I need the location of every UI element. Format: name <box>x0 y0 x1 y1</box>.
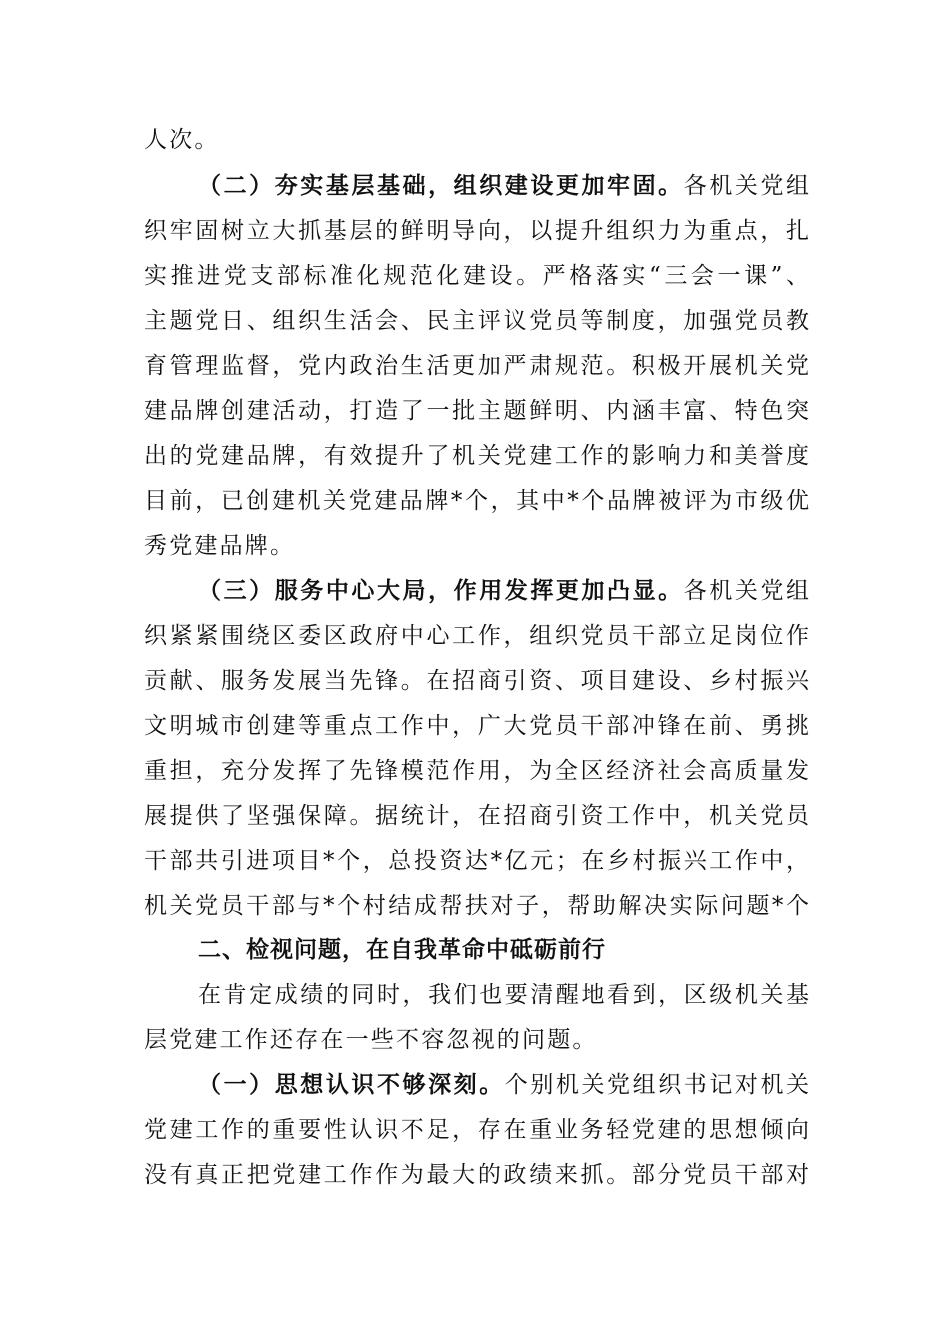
body-line: 秀党建品牌。 <box>144 533 296 559</box>
body-line: 层党建工作还存在一些不容忽视的问题。 <box>144 1027 598 1053</box>
body-line: 没有真正把党建工作作为最大的政绩来抓。部分党员干部对 <box>144 1162 809 1188</box>
body-line: 建品牌创建活动，打造了一批主题鲜明、内涵丰富、特色突 <box>144 398 809 424</box>
body-line: 目前，已创建机关党建品牌*个，其中*个品牌被评为市级优 <box>144 488 809 514</box>
body-line: 人次。 <box>144 127 220 153</box>
body-line: 主题党日、组织生活会、民主评议党员等制度，加强党员教 <box>144 308 809 334</box>
body-line: 实推进党支部标准化规范化建设。严格落实“三会一课”、 <box>144 263 809 289</box>
section-heading-1: （一）思想认识不够深刻。 <box>198 1071 505 1098</box>
body-line: 机关党员干部与*个村结成帮扶对子，帮助解决实际问题*个 <box>144 893 809 919</box>
body-text: 个别机关党组织书记对机关 <box>504 1072 810 1098</box>
chapter-heading: 二、检视问题，在自我革命中砥砺前行 <box>198 937 606 963</box>
body-line: 党建工作的重要性认识不足，存在重业务轻党建的思想倾向 <box>144 1117 809 1143</box>
body-line: 重担，充分发挥了先锋模范作用，为全区经济社会高质量发 <box>144 758 809 784</box>
section-paragraph-start <box>198 163 809 209</box>
section-heading-2: （二）夯实基层基础，组织建设更加牢固。 <box>198 172 684 199</box>
body-line: 育管理监督，党内政治生活更加严肃规范。积极开展机关党 <box>144 353 809 379</box>
body-text: 各机关党组 <box>683 173 810 199</box>
body-line: 干部共引进项目*个，总投资达*亿元；在乡村振兴工作中， <box>144 848 809 874</box>
body-line: 织紧紧围绕区委区政府中心工作，组织党员干部立足岗位作 <box>144 623 809 649</box>
section-paragraph-start <box>198 1062 809 1108</box>
body-text: 各机关党组 <box>683 578 810 604</box>
body-line: 织牢固树立大抓基层的鲜明导向，以提升组织力为重点，扎 <box>144 218 809 244</box>
body-line: 贡献、服务发展当先锋。在招商引资、项目建设、乡村振兴 <box>144 668 809 694</box>
section-heading-3: （三）服务中心大局，作用发挥更加凸显。 <box>198 577 684 604</box>
body-line: 在肯定成绩的同时，我们也要清醒地看到，区级机关基 <box>198 982 809 1008</box>
body-line: 展提供了坚强保障。据统计，在招商引资工作中，机关党员 <box>144 803 809 829</box>
body-line: 文明城市创建等重点工作中，广大党员干部冲锋在前、勇挑 <box>144 713 809 739</box>
body-line: 出的党建品牌，有效提升了机关党建工作的影响力和美誉度 <box>144 443 809 469</box>
section-paragraph-start <box>198 568 809 614</box>
